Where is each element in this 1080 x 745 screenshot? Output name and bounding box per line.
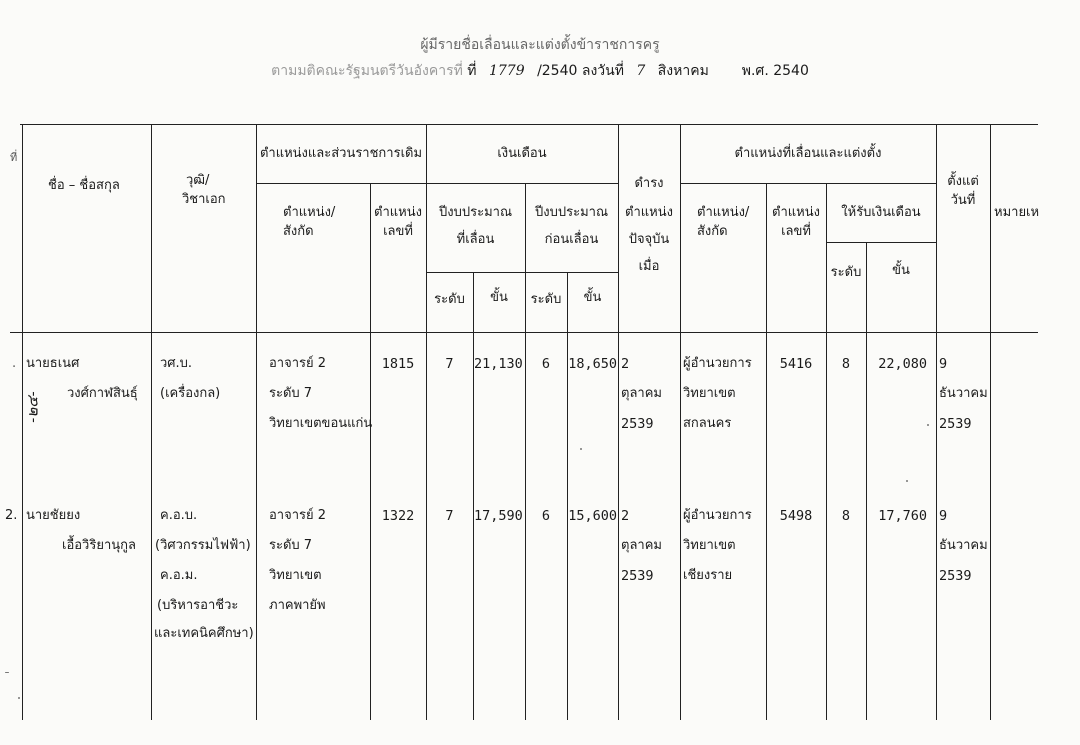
col-step-header-2: ขั้น: [583, 290, 602, 305]
handwritten-page-mark-text: -๒๔-: [23, 391, 42, 423]
col-new-no-header-l1: ตำแหน่ง: [772, 205, 820, 220]
document-heading: ผู้มีรายชื่อเลื่อนและแต่งตั้งข้าราชการครู: [420, 37, 660, 53]
row-new-pos-l1: ผู้อำนวยการ: [683, 356, 752, 371]
row-name-last: เอื้อวิริยานุกูล: [62, 538, 136, 553]
row-step-new: 17,590: [474, 508, 523, 524]
reference-no-label: ที่: [467, 63, 477, 79]
col-name-header: ชื่อ – ชื่อสกุล: [48, 178, 120, 193]
row-new-no: 5498: [779, 508, 813, 524]
col-degree-header-l2: วิชาเอก: [182, 192, 226, 207]
row-since-day: 9: [939, 508, 948, 524]
col-degree-header-l1: วุฒิ/: [186, 173, 210, 188]
col-new-pos-header-l1: ตำแหน่ง/: [697, 205, 750, 220]
col-new-salary-header: ให้รับเงินเดือน: [841, 205, 921, 220]
reference-be-year: พ.ศ. 2540: [741, 63, 809, 79]
row-name-first: นายชัยยง: [26, 508, 81, 523]
col-new-position-group: ตำแหน่งที่เลื่อนและแต่งตั้ง: [734, 146, 882, 161]
row-hold-month: ตุลาคม: [621, 386, 662, 401]
row-hold-day: 2: [621, 356, 630, 372]
col-budget-old-l2: ก่อนเลื่อน: [544, 232, 599, 247]
row-old-pos-l4: ภาคพายัพ: [269, 598, 326, 613]
row-since-month: ธันวาคม: [939, 386, 988, 401]
row-level-new: 7: [445, 356, 454, 372]
col-budget-new-l2: ที่เลื่อน: [456, 232, 495, 247]
row-level-new: 7: [445, 508, 454, 524]
row-step-old: 15,600: [568, 508, 617, 524]
col-old-position-group: ตำแหน่งและส่วนราชการเดิม: [259, 146, 423, 161]
document-reference-line: [0, 60, 1080, 82]
row-hold-year: 2539: [621, 568, 654, 584]
col-hold-header-l2: ตำแหน่ง: [625, 205, 673, 220]
row-step-new: 21,130: [474, 356, 523, 372]
col-hold-header-l4: เมื่อ: [638, 259, 660, 274]
row-degree-l2: (วิศวกรรมไฟฟ้า): [155, 538, 251, 553]
col-old-pos-header-l1: ตำแหน่ง/: [283, 205, 336, 220]
col-old-no-header-l1: ตำแหน่ง: [374, 205, 422, 220]
row-new-pos-l2: วิทยาเขต: [683, 386, 736, 401]
col-old-pos-header-l2: สังกัด: [283, 224, 314, 239]
row-seq: 2.: [5, 508, 18, 523]
col-remark-header: หมายเห: [994, 205, 1040, 220]
col-budget-old-l1: ปีงบประมาณ: [535, 205, 608, 220]
row-since-day: 9: [939, 356, 948, 372]
reference-month: สิงหาคม: [657, 63, 709, 79]
row-old-no: 1322: [381, 508, 415, 524]
col-new-no-header-l2: เลขที่: [781, 224, 811, 239]
row-new-pos-l3: สกลนคร: [683, 416, 732, 431]
col-salary-group: เงินเดือน: [497, 146, 547, 161]
col-seq-header: ที่: [10, 151, 18, 164]
row-seq: .: [12, 356, 17, 371]
reference-day: 7: [636, 63, 646, 79]
col-step-header-1: ขั้น: [490, 290, 508, 305]
row-degree-l4: (บริหารอาชีวะ: [157, 598, 239, 613]
row-old-pos-l2: ระดับ 7: [269, 538, 313, 553]
reference-year: /2540 ลงวันที่: [537, 63, 624, 79]
row-old-pos-l3: วิทยาเขต: [269, 568, 322, 583]
row-old-pos-l3: วิทยาเขตขอนแก่น: [269, 416, 373, 431]
row-step-old: 18,650: [568, 356, 617, 372]
row-since-year: 2539: [939, 568, 972, 584]
row-new-step: 17,760: [878, 508, 927, 524]
row-new-pos-l3: เชียงราย: [683, 568, 733, 583]
handwritten-page-mark: [23, 383, 53, 429]
row-new-pos-l2: วิทยาเขต: [683, 538, 736, 553]
row-old-pos-l2: ระดับ 7: [269, 386, 313, 401]
reference-prefix: ตามมติคณะรัฐมนตรีวันอังคารที่: [271, 63, 463, 79]
col-new-pos-header-l2: สังกัด: [697, 224, 728, 239]
row-degree-l1: วศ.บ.: [160, 356, 193, 371]
row-old-no: 1815: [381, 356, 415, 372]
reference-number: 1779: [488, 63, 525, 79]
row-new-pos-l1: ผู้อำนวยการ: [683, 508, 752, 523]
row-level-old: 6: [541, 356, 551, 372]
row-new-level: 8: [841, 508, 851, 524]
row-level-old: 6: [541, 508, 551, 524]
row-since-month: ธันวาคม: [939, 538, 988, 553]
row-since-year: 2539: [939, 416, 972, 432]
row-hold-year: 2539: [621, 416, 654, 432]
col-old-no-header-l2: เลขที่: [383, 224, 413, 239]
col-level-header-2: ระดับ: [530, 292, 562, 307]
row-old-pos-l1: อาจารย์ 2: [269, 508, 327, 523]
row-degree-l5: และเทคนิคศึกษา): [154, 626, 254, 641]
row-new-no: 5416: [779, 356, 813, 372]
row-name-first: นายธเนศ: [26, 356, 80, 371]
col-since-header-l1: ตั้งแต่: [947, 174, 979, 189]
row-old-pos-l1: อาจารย์ 2: [269, 356, 327, 371]
row-degree-l2: (เครื่องกล): [160, 386, 221, 401]
col-new-level-header: ระดับ: [830, 265, 862, 280]
col-level-header-1: ระดับ: [434, 292, 465, 307]
col-hold-header-l1: ดำรง: [634, 176, 664, 191]
col-hold-header-l3: ปัจจุบัน: [628, 232, 670, 247]
row-new-step: 22,080: [878, 356, 927, 372]
row-hold-day: 2: [621, 508, 630, 524]
row-new-level: 8: [841, 356, 851, 372]
col-since-header-l2: วันที่: [950, 193, 976, 208]
row-name-last: วงศ์กาฬสินธุ์: [67, 386, 138, 401]
row-degree-l3: ค.อ.ม.: [160, 568, 198, 583]
row-hold-month: ตุลาคม: [621, 538, 662, 553]
col-budget-new-l1: ปีงบประมาณ: [439, 205, 512, 220]
row-degree-l1: ค.อ.บ.: [160, 508, 198, 523]
col-new-step-header: ขั้น: [892, 263, 910, 278]
